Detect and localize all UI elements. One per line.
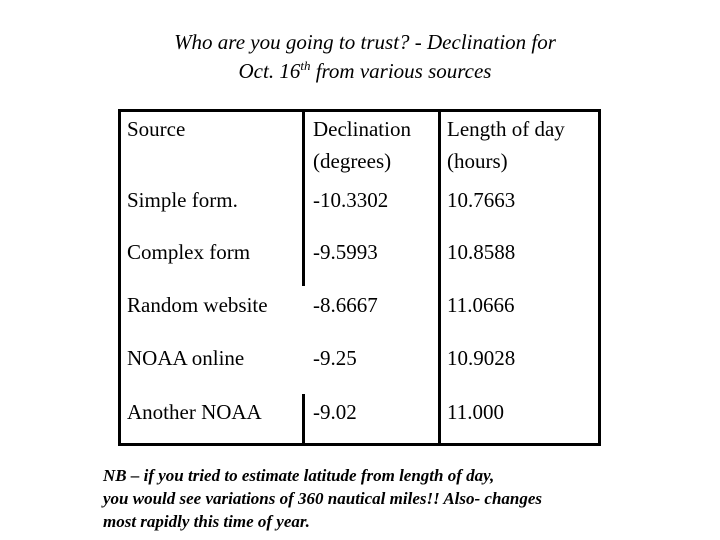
slide-title-line-1: Who are you going to trust? - Declination for [174,30,556,54]
row-source: Simple form. [127,188,238,212]
header-source: Source [127,117,186,141]
footnote [103,464,713,533]
table-divider-after-source [302,109,305,286]
table-border-right [598,109,601,446]
row-length: 10.9028 [447,346,516,370]
row-length: 10.8588 [447,240,516,264]
row-length: 11.000 [447,400,504,424]
header-length-of-day: Length of day [447,117,565,141]
table-border-bottom [118,443,601,446]
row-declination: -10.3302 [313,188,389,212]
row-source: Complex form [127,240,251,264]
row-source: Random website [127,293,268,317]
row-source: Another NOAA [127,400,262,424]
row-declination: -9.02 [313,400,357,424]
row-declination: -9.5993 [313,240,378,264]
table-border-top [118,109,601,112]
slide-title-line-2 [0,56,720,86]
row-declination: -9.25 [313,346,357,370]
header-declination-units: (degrees) [313,149,392,173]
header-length-units: (hours) [447,149,508,173]
row-declination: -8.6667 [313,293,378,317]
table-border-left [118,109,121,446]
declination-table [118,109,601,446]
table-divider-after-declination [438,109,441,446]
footnote-line-3: most rapidly this time of year. [103,512,310,531]
table-divider-after-source-lower [302,394,305,446]
header-declination: Declination [313,117,411,141]
footnote-line-1: NB – if you tried to estimate latitude from length of day, [103,466,495,485]
row-source: NOAA online [127,346,245,370]
title-date-superscript: th [300,58,311,73]
title-date-prefix: Oct. 16 [238,59,301,83]
row-length: 10.7663 [447,188,516,212]
row-length: 11.0666 [447,293,515,317]
footnote-line-2: you would see variations of 360 nautical miles!! Also- changes [103,489,543,508]
title-date-suffix: from various sources [310,59,492,83]
